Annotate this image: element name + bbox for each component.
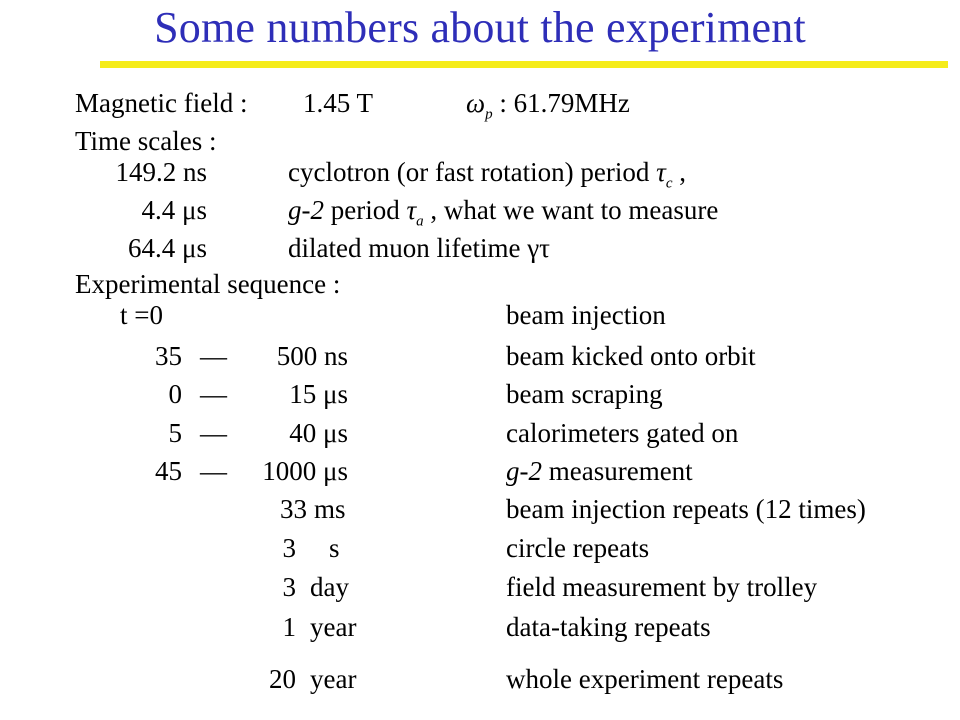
title-underline — [100, 61, 948, 68]
time-scale-value: 4.4 μs — [141, 195, 207, 225]
sequence-t0: t =0 — [120, 300, 163, 330]
range-to: 40 μs — [289, 418, 348, 448]
range-dash: — — [200, 379, 227, 409]
g2-italic: g-2 — [288, 195, 324, 225]
sequence-desc: beam scraping — [506, 379, 663, 409]
range-from: 5 — [168, 418, 182, 448]
desc-text: measurement — [542, 456, 693, 486]
tau-subscript: a — [416, 213, 424, 230]
range-from: 35 — [155, 341, 182, 371]
time-scale-desc: dilated muon lifetime γτ — [288, 233, 550, 263]
desc-text: , — [672, 157, 686, 187]
sequence-desc: field measurement by trolley — [506, 572, 818, 602]
omega-value: : 61.79MHz — [492, 88, 630, 118]
sequence-desc: data-taking repeats — [506, 612, 711, 642]
repeat-unit: year — [310, 664, 357, 694]
range-dash: — — [200, 341, 227, 371]
tau-symbol: τ — [406, 195, 417, 225]
omega-symbol: ω — [466, 88, 486, 118]
range-from: 0 — [168, 379, 182, 409]
repeat-number: 33 — [280, 494, 307, 524]
repeat-unit: day — [310, 572, 349, 602]
repeat-number: 3 — [282, 533, 296, 563]
tau-subscript: c — [665, 175, 673, 192]
sequence-desc: beam injection — [506, 300, 666, 330]
time-scale-desc — [288, 157, 686, 192]
repeat-number: 1 — [282, 612, 296, 642]
sequence-desc: beam kicked onto orbit — [506, 341, 756, 371]
range-from: 45 — [155, 456, 182, 486]
page-title: Some numbers about the experiment — [154, 3, 806, 52]
magnetic-field-label: Magnetic field : — [75, 88, 248, 118]
sequence-desc: calorimeters gated on — [506, 418, 739, 448]
repeat-number: 3 — [282, 572, 296, 602]
desc-text: cyclotron (or fast rotation) period — [288, 157, 657, 187]
g2-italic: g-2 — [506, 456, 542, 486]
range-to: 15 μs — [289, 379, 348, 409]
magnetic-field-value: 1.45 T — [303, 88, 374, 118]
range-dash: — — [200, 456, 227, 486]
range-to: 500 ns — [276, 341, 348, 371]
desc-text: , what we want to measure — [423, 195, 719, 225]
range-to: 1000 μs — [262, 456, 348, 486]
sequence-desc: beam injection repeats (12 times) — [506, 494, 866, 524]
sequence-desc: whole experiment repeats — [506, 664, 784, 694]
repeat-unit: s — [329, 533, 340, 563]
sequence-desc: circle repeats — [506, 533, 650, 563]
time-scale-value: 149.2 ns — [115, 157, 207, 187]
time-scales-label: Time scales : — [75, 126, 217, 156]
sequence-label: Experimental sequence : — [75, 269, 341, 299]
repeat-unit: year — [310, 612, 357, 642]
omega-subscript: p — [485, 106, 493, 123]
tau-symbol: τ — [656, 157, 666, 187]
sequence-desc — [506, 456, 693, 486]
range-dash: — — [200, 418, 227, 448]
omega-frequency — [466, 88, 630, 123]
repeat-unit: ms — [314, 494, 346, 524]
desc-text: period — [324, 195, 407, 225]
repeat-number: 20 — [269, 664, 296, 694]
time-scale-desc — [288, 195, 719, 230]
time-scale-value: 64.4 μs — [128, 233, 207, 263]
